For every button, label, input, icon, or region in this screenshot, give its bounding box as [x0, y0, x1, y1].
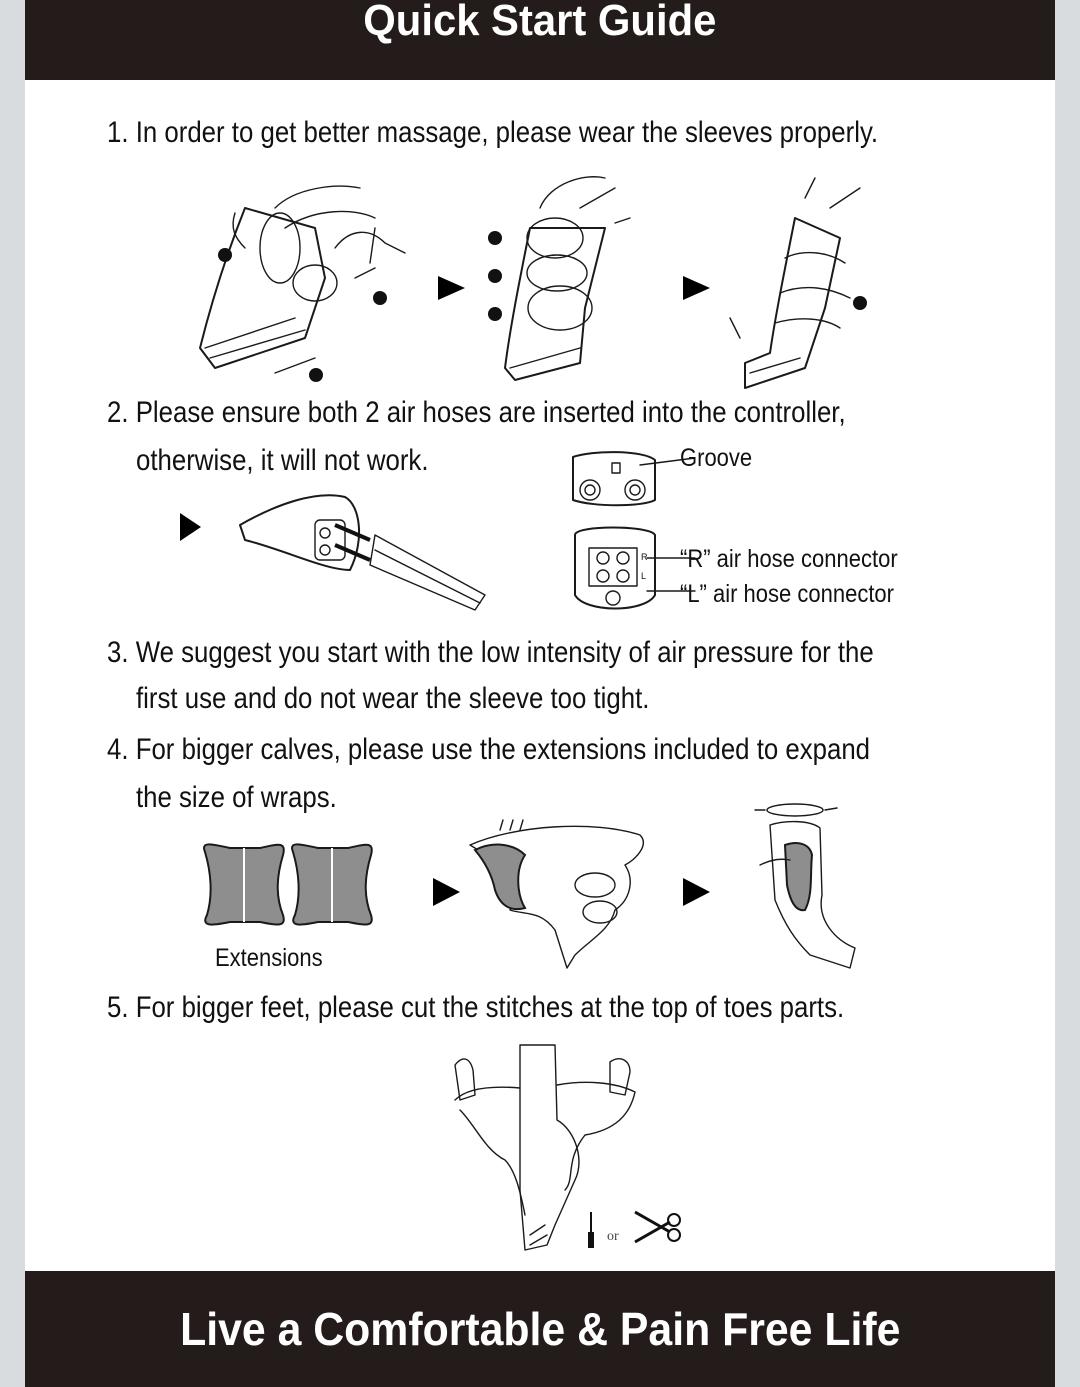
step-number: 2. — [107, 396, 129, 429]
controller-bottom-view — [575, 528, 655, 609]
callout-2 — [373, 291, 387, 305]
step-3-continuation: first use and do not wear the sleeve too tight. — [136, 682, 650, 715]
callout-6 — [853, 296, 867, 310]
controller-hose-drawing — [240, 495, 485, 610]
guide-page — [25, 0, 1055, 1387]
callout-1 — [309, 368, 323, 382]
wear-sleeve-illustration — [185, 168, 905, 388]
worn-wrap-drawing — [755, 804, 855, 968]
step-text: In order to get better massage, please wear the sleeves properly. — [135, 116, 879, 149]
scissors-icon — [635, 1212, 680, 1242]
step-number: 4. — [107, 733, 129, 766]
sleeve-wrapping-drawing — [488, 177, 630, 380]
seam-ripper-icon — [588, 1212, 594, 1248]
callout-4 — [488, 269, 502, 283]
step-number: 5. — [107, 991, 129, 1024]
play-arrow-icon — [438, 276, 465, 300]
r-connector-label: “R” air hose connector — [680, 545, 898, 573]
step-5 — [107, 991, 844, 1025]
cut-stitches-illustration — [425, 1040, 685, 1260]
l-port-label: L — [641, 571, 647, 581]
or-label: or — [607, 1229, 619, 1244]
play-arrow-icon — [180, 513, 201, 541]
extension-panels-drawing — [204, 844, 372, 924]
step-2 — [107, 396, 846, 430]
controller-top-view — [573, 452, 655, 505]
footer-banner — [25, 1271, 1055, 1387]
step-2-continuation: otherwise, it will not work. — [136, 444, 429, 477]
play-arrow-icon — [683, 878, 710, 906]
controller-illustration — [175, 445, 655, 620]
step-text: For bigger calves, please use the extensions included to expand — [135, 733, 871, 766]
step-text: We suggest you start with the low intensity of air pressure for the — [135, 636, 874, 669]
foot-wrap-drawing — [455, 1045, 635, 1250]
step-number: 1. — [107, 116, 129, 149]
footer-tagline: Live a Comfortable & Pain Free Life — [179, 1303, 901, 1355]
callout-3 — [488, 307, 502, 321]
play-arrow-icon — [433, 878, 460, 906]
step-4 — [107, 733, 870, 767]
step-4-continuation: the size of wraps. — [136, 781, 337, 814]
step-text: Please ensure both 2 air hoses are inserted into the controller, — [135, 396, 846, 429]
sleeve-worn-drawing — [730, 178, 867, 388]
header-banner — [25, 0, 1055, 80]
l-connector-label: “L” air hose connector — [680, 580, 895, 608]
callout-5 — [488, 231, 502, 245]
extended-wrap-drawing — [470, 820, 643, 968]
extensions-label: Extensions — [215, 944, 323, 972]
step-number: 3. — [107, 636, 129, 669]
r-port-label: R — [641, 552, 648, 562]
groove-label: Groove — [680, 444, 753, 472]
step-text: For bigger feet, please cut the stitches at the top of toes parts. — [135, 991, 845, 1024]
step-3 — [107, 636, 874, 670]
sleeve-open-drawing — [200, 186, 405, 382]
step-1 — [107, 116, 878, 150]
callout-2 — [218, 248, 232, 262]
page-title: Quick Start Guide — [363, 0, 717, 45]
play-arrow-icon — [683, 276, 710, 300]
